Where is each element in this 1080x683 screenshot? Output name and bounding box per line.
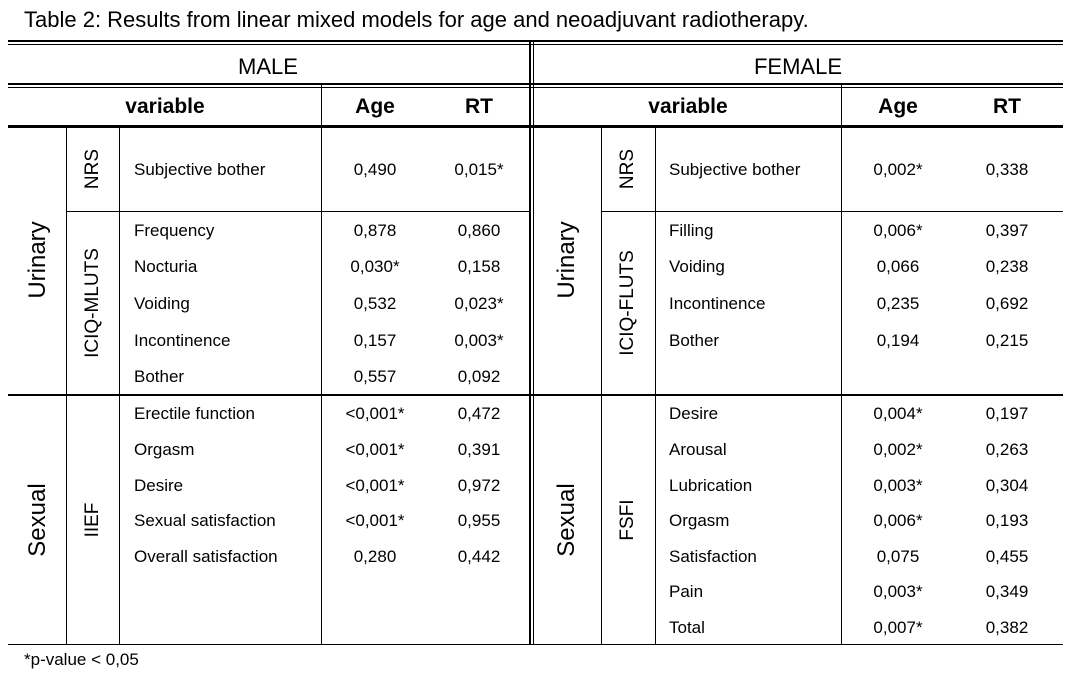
rt-value: 0,238: [985, 257, 1029, 276]
female-variable-age-divider: [841, 85, 842, 644]
row-label: Bother: [134, 367, 185, 386]
female-rt-header: RT: [993, 95, 1021, 118]
rt-value: 0,015*: [454, 160, 504, 179]
row-label: Incontinence: [134, 331, 231, 350]
rt-value: 0,338: [985, 160, 1029, 179]
row-label: Orgasm: [669, 511, 730, 530]
row-label: Total: [669, 618, 705, 637]
top-rule: [8, 44, 1063, 45]
age-value: 0,003*: [873, 476, 923, 495]
male-instrument-iief: IIEF: [82, 502, 103, 538]
rt-value: 0,092: [457, 367, 501, 386]
age-value: 0,002*: [873, 160, 923, 179]
rt-value: 0,158: [457, 257, 501, 276]
rt-value: 0,215: [985, 331, 1029, 350]
row-label: Desire: [134, 476, 184, 495]
age-value: <0,001*: [345, 476, 405, 495]
male-age-header: Age: [355, 95, 395, 118]
male-variable-header: variable: [125, 95, 205, 118]
age-value: 0,003*: [873, 582, 923, 601]
row-label: Orgasm: [134, 440, 195, 459]
female-domain-divider: [601, 127, 602, 644]
nrs-separator-female: [601, 211, 1063, 212]
age-value: 0,157: [353, 331, 397, 350]
rt-value: 0,860: [457, 221, 501, 240]
row-label: Overall satisfaction: [134, 547, 278, 566]
row-label: Lubrication: [669, 476, 753, 495]
female-age-header: Age: [878, 95, 918, 118]
row-label: Voiding: [134, 294, 190, 313]
table-caption: Table 2: Results from linear mixed models for age and neoadjuvant radiotherapy.: [24, 7, 809, 32]
rt-value: 0,382: [985, 618, 1029, 637]
age-value: 0,532: [353, 294, 397, 313]
rt-value: 0,472: [457, 404, 501, 423]
row-label: Frequency: [134, 221, 215, 240]
age-value: 0,490: [353, 160, 397, 179]
row-label: Filling: [669, 221, 714, 240]
male-domain-sexual: Sexual: [24, 483, 51, 557]
row-label: Subjective bother: [669, 160, 801, 179]
rt-value: 0,397: [985, 221, 1029, 240]
male-domain-urinary: Urinary: [24, 221, 51, 299]
age-value: <0,001*: [345, 440, 405, 459]
row-label: Pain: [669, 582, 704, 601]
male-variable-age-divider: [321, 85, 322, 644]
female-instrument-nrs: NRS: [617, 148, 638, 190]
row-label: Erectile function: [134, 404, 255, 423]
age-value: <0,001*: [345, 511, 405, 530]
center-divider: [533, 42, 534, 644]
male-rt-header: RT: [465, 95, 493, 118]
rt-value: 0,197: [985, 404, 1029, 423]
header-rule: [8, 87, 1063, 88]
age-value: 0,004*: [873, 404, 923, 423]
age-value: 0,557: [353, 367, 397, 386]
female-variable-header: variable: [648, 95, 728, 118]
row-label: Bother: [669, 331, 720, 350]
male-instrument-nrs: NRS: [82, 148, 103, 190]
age-value: 0,075: [876, 547, 920, 566]
row-label: Subjective bother: [134, 160, 266, 179]
age-value: 0,006*: [873, 221, 923, 240]
female-instrument-divider: [655, 127, 656, 644]
rt-value: 0,955: [457, 511, 501, 530]
age-value: 0,006*: [873, 511, 923, 530]
row-label: Desire: [669, 404, 719, 423]
age-value: 0,235: [876, 294, 920, 313]
rt-value: 0,193: [985, 511, 1029, 530]
rt-value: 0,304: [985, 476, 1029, 495]
age-value: 0,194: [876, 331, 920, 350]
age-value: 0,878: [353, 221, 397, 240]
male-header: MALE: [238, 54, 298, 79]
footnote: *p-value < 0,05: [24, 650, 139, 669]
column-header-rule: [8, 125, 1063, 128]
rt-value: 0,972: [457, 476, 501, 495]
age-value: 0,002*: [873, 440, 923, 459]
rt-value: 0,391: [457, 440, 501, 459]
rt-value: 0,442: [457, 547, 501, 566]
female-instrument-fsfi: FSFI: [617, 499, 638, 541]
rt-value: 0,023*: [454, 294, 504, 313]
row-label: Nocturia: [134, 257, 198, 276]
rt-value: 0,692: [985, 294, 1029, 313]
row-label: Incontinence: [669, 294, 766, 313]
female-header: FEMALE: [753, 54, 843, 79]
age-value: 0,030*: [350, 257, 400, 276]
female-instrument-iciq: ICIQ-FLUTS: [617, 250, 638, 356]
header-rule: [8, 83, 1063, 85]
male-instrument-iciq: ICIQ-MLUTS: [82, 248, 103, 358]
rt-value: 0,349: [985, 582, 1029, 601]
bottom-rule: [8, 644, 1063, 645]
age-value: <0,001*: [345, 404, 405, 423]
male-domain-divider: [66, 127, 67, 644]
top-rule: [8, 40, 1063, 42]
rt-value: 0,455: [985, 547, 1029, 566]
row-label: Satisfaction: [669, 547, 757, 566]
section-rule: [8, 394, 1063, 396]
age-value: 0,280: [353, 547, 397, 566]
female-domain-urinary: Urinary: [553, 221, 580, 299]
row-label: Arousal: [669, 440, 727, 459]
row-label: Sexual satisfaction: [134, 511, 276, 530]
rt-value: 0,003*: [454, 331, 504, 350]
age-value: 0,066: [876, 257, 920, 276]
nrs-separator-male: [67, 211, 530, 212]
age-value: 0,007*: [873, 618, 923, 637]
center-divider: [529, 42, 531, 644]
female-domain-sexual: Sexual: [553, 483, 580, 557]
male-instrument-divider: [119, 127, 120, 644]
rt-value: 0,263: [985, 440, 1029, 459]
row-label: Voiding: [669, 257, 725, 276]
